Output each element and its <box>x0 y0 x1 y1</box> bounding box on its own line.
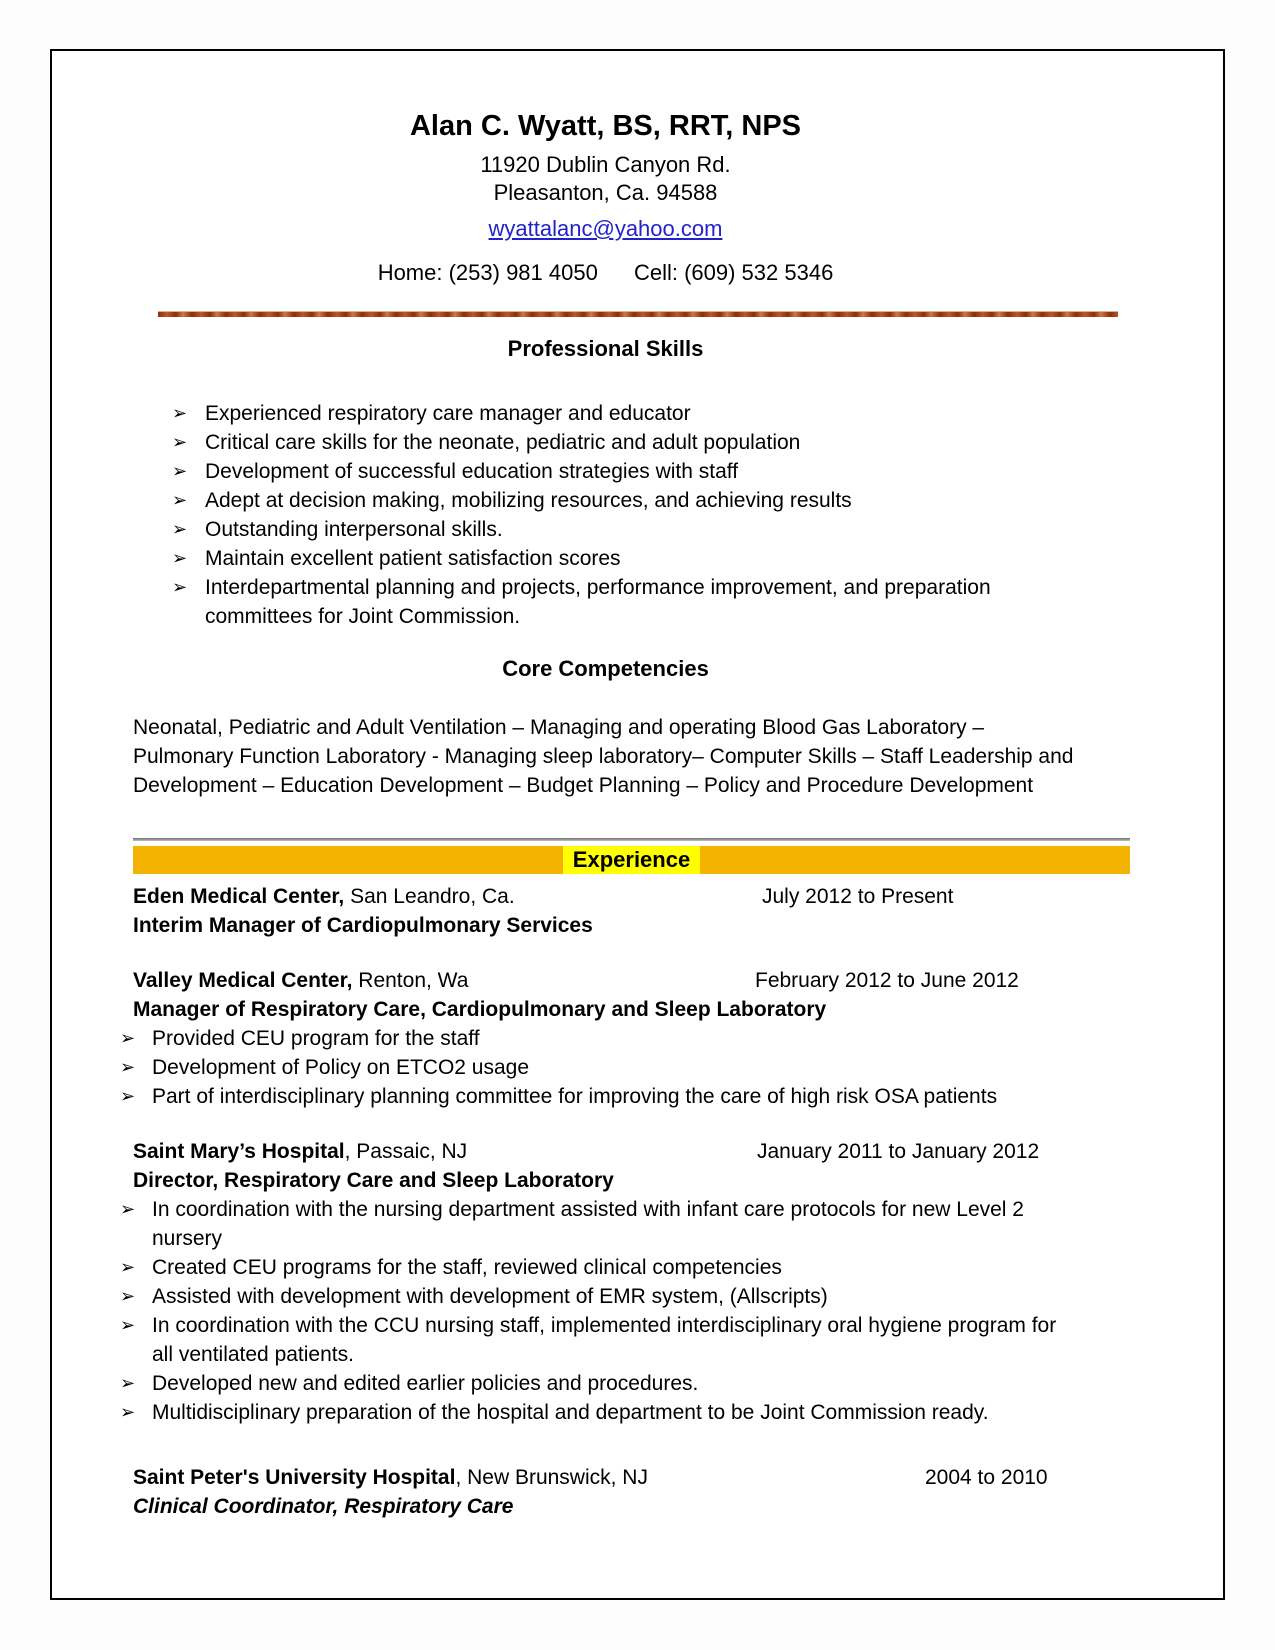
professional-skills-list <box>133 399 1078 631</box>
bullet-text: Development of Policy on ETCO2 usage <box>152 1056 530 1079</box>
entry-header <box>133 1463 1078 1492</box>
arrow-bullet-icon: ➢ <box>172 490 188 511</box>
email-row <box>133 215 1078 243</box>
entry-bullet <box>120 1398 1078 1427</box>
skill-text: Maintain excellent patient satisfaction scores <box>205 547 621 570</box>
email-link[interactable]: wyattalanc@yahoo.com <box>488 216 723 241</box>
home-phone: Home: (253) 981 4050 <box>377 260 598 285</box>
arrow-bullet-icon: ➢ <box>120 1057 136 1078</box>
arrow-bullet-icon: ➢ <box>120 1373 136 1394</box>
bullet-text: Provided CEU program for the staff <box>152 1027 480 1050</box>
entry-bullet-list <box>120 1195 1078 1427</box>
arrow-bullet-icon: ➢ <box>172 548 188 569</box>
bullet-text: In coordination with the CCU nursing staff, implemented interdisciplinary oral hygiene program for all ventilated patients. <box>152 1314 1057 1366</box>
skill-item <box>133 428 1078 457</box>
entry-header <box>133 966 1078 995</box>
entry-dates: July 2012 to Present <box>762 885 954 908</box>
arrow-bullet-icon: ➢ <box>172 403 188 424</box>
skill-text: Development of successful education strategies with staff <box>205 460 739 483</box>
company-location: San Leandro, Ca. <box>344 885 515 908</box>
core-competencies-heading: Core Competencies <box>502 656 709 681</box>
position-title: Interim Manager of Cardiopulmonary Services <box>133 914 593 937</box>
entry-dates: January 2011 to January 2012 <box>757 1140 1040 1163</box>
experience-entry <box>133 882 1078 940</box>
entry-bullet <box>120 1195 1078 1253</box>
arrow-bullet-icon: ➢ <box>172 577 188 598</box>
resume-header <box>133 109 1078 287</box>
arrow-bullet-icon: ➢ <box>172 461 188 482</box>
entry-bullet <box>120 1311 1078 1369</box>
experience-entry <box>133 1463 1078 1521</box>
address-city: Pleasanton, Ca. 94588 <box>493 180 718 205</box>
bullet-text: Part of interdisciplinary planning committee for improving the care of high risk OSA patients <box>152 1085 998 1108</box>
company-name: Valley Medical Center, <box>133 969 353 992</box>
core-competencies-text: Neonatal, Pediatric and Adult Ventilation – Managing and operating Blood Gas Laboratory – Pulmonary Function Laboratory - Managing sleep laboratory– Computer Skills – Staff Leadership and Development – Education Development – Budget Planning – Policy and Procedure Development <box>133 716 1074 797</box>
skill-item <box>133 544 1078 573</box>
skill-text: Critical care skills for the neonate, pediatric and adult population <box>205 431 801 454</box>
bullet-text: Developed new and edited earlier policies and procedures. <box>152 1372 699 1395</box>
entry-bullet <box>120 1053 1078 1082</box>
skill-text: Adept at decision making, mobilizing resources, and achieving results <box>205 489 852 512</box>
experience-heading: Experience <box>563 846 700 874</box>
entry-bullet <box>120 1253 1078 1282</box>
entry-header <box>133 882 1078 911</box>
position-title: Manager of Respiratory Care, Cardiopulmonary and Sleep Laboratory <box>133 998 827 1021</box>
arrow-bullet-icon: ➢ <box>172 432 188 453</box>
entry-dates: 2004 to 2010 <box>925 1466 1048 1489</box>
skill-item <box>133 486 1078 515</box>
phone-row <box>133 259 1078 287</box>
company-location: , New Brunswick, NJ <box>455 1466 648 1489</box>
arrow-bullet-icon: ➢ <box>120 1315 136 1336</box>
experience-divider-line <box>133 838 1130 841</box>
skill-text: Outstanding interpersonal skills. <box>205 518 503 541</box>
experience-banner <box>133 846 1130 874</box>
entry-bullet <box>120 1369 1078 1398</box>
position-title: Director, Respiratory Care and Sleep Laboratory <box>133 1169 614 1192</box>
skill-item <box>133 573 1078 631</box>
entry-bullet-list <box>120 1024 1078 1111</box>
professional-skills-heading: Professional Skills <box>507 336 704 361</box>
position-title: Clinical Coordinator, Respiratory Care <box>133 1495 514 1518</box>
decorative-rule <box>158 311 1118 317</box>
skill-item <box>133 515 1078 544</box>
entry-bullet <box>120 1024 1078 1053</box>
bullet-text: Created CEU programs for the staff, reviewed clinical competencies <box>152 1256 782 1279</box>
entry-header <box>133 1137 1078 1166</box>
cell-phone: Cell: (609) 532 5346 <box>633 260 834 285</box>
experience-entry <box>120 1137 1078 1427</box>
skill-text: Interdepartmental planning and projects, performance improvement, and preparation committees for Joint Commission. <box>205 576 991 628</box>
arrow-bullet-icon: ➢ <box>120 1402 136 1423</box>
company-name: Saint Mary’s Hospital <box>133 1140 345 1163</box>
candidate-name: Alan C. Wyatt, BS, RRT, NPS <box>409 110 802 142</box>
arrow-bullet-icon: ➢ <box>120 1257 136 1278</box>
skill-item <box>133 399 1078 428</box>
bullet-text: Multidisciplinary preparation of the hospital and department to be Joint Commission ready. <box>152 1401 989 1424</box>
experience-entry <box>120 966 1078 1111</box>
entry-bullet <box>120 1282 1078 1311</box>
skill-text: Experienced respiratory care manager and educator <box>205 402 691 425</box>
entry-dates: February 2012 to June 2012 <box>755 969 1019 992</box>
skill-item <box>133 457 1078 486</box>
arrow-bullet-icon: ➢ <box>120 1286 136 1307</box>
company-location: Renton, Wa <box>352 969 469 992</box>
bullet-text: Assisted with development with development of EMR system, (Allscripts) <box>152 1285 828 1308</box>
address-street: 11920 Dublin Canyon Rd. <box>480 152 731 177</box>
company-name: Eden Medical Center, <box>133 885 345 908</box>
company-location: , Passaic, NJ <box>344 1140 468 1163</box>
arrow-bullet-icon: ➢ <box>120 1086 136 1107</box>
arrow-bullet-icon: ➢ <box>120 1028 136 1049</box>
resume-page <box>50 49 1225 1600</box>
company-name: Saint Peter's University Hospital <box>133 1466 456 1489</box>
arrow-bullet-icon: ➢ <box>172 519 188 540</box>
arrow-bullet-icon: ➢ <box>120 1199 136 1220</box>
entry-bullet <box>120 1082 1078 1111</box>
bullet-text: In coordination with the nursing department assisted with infant care protocols for new Level 2 nursery <box>152 1198 1024 1250</box>
